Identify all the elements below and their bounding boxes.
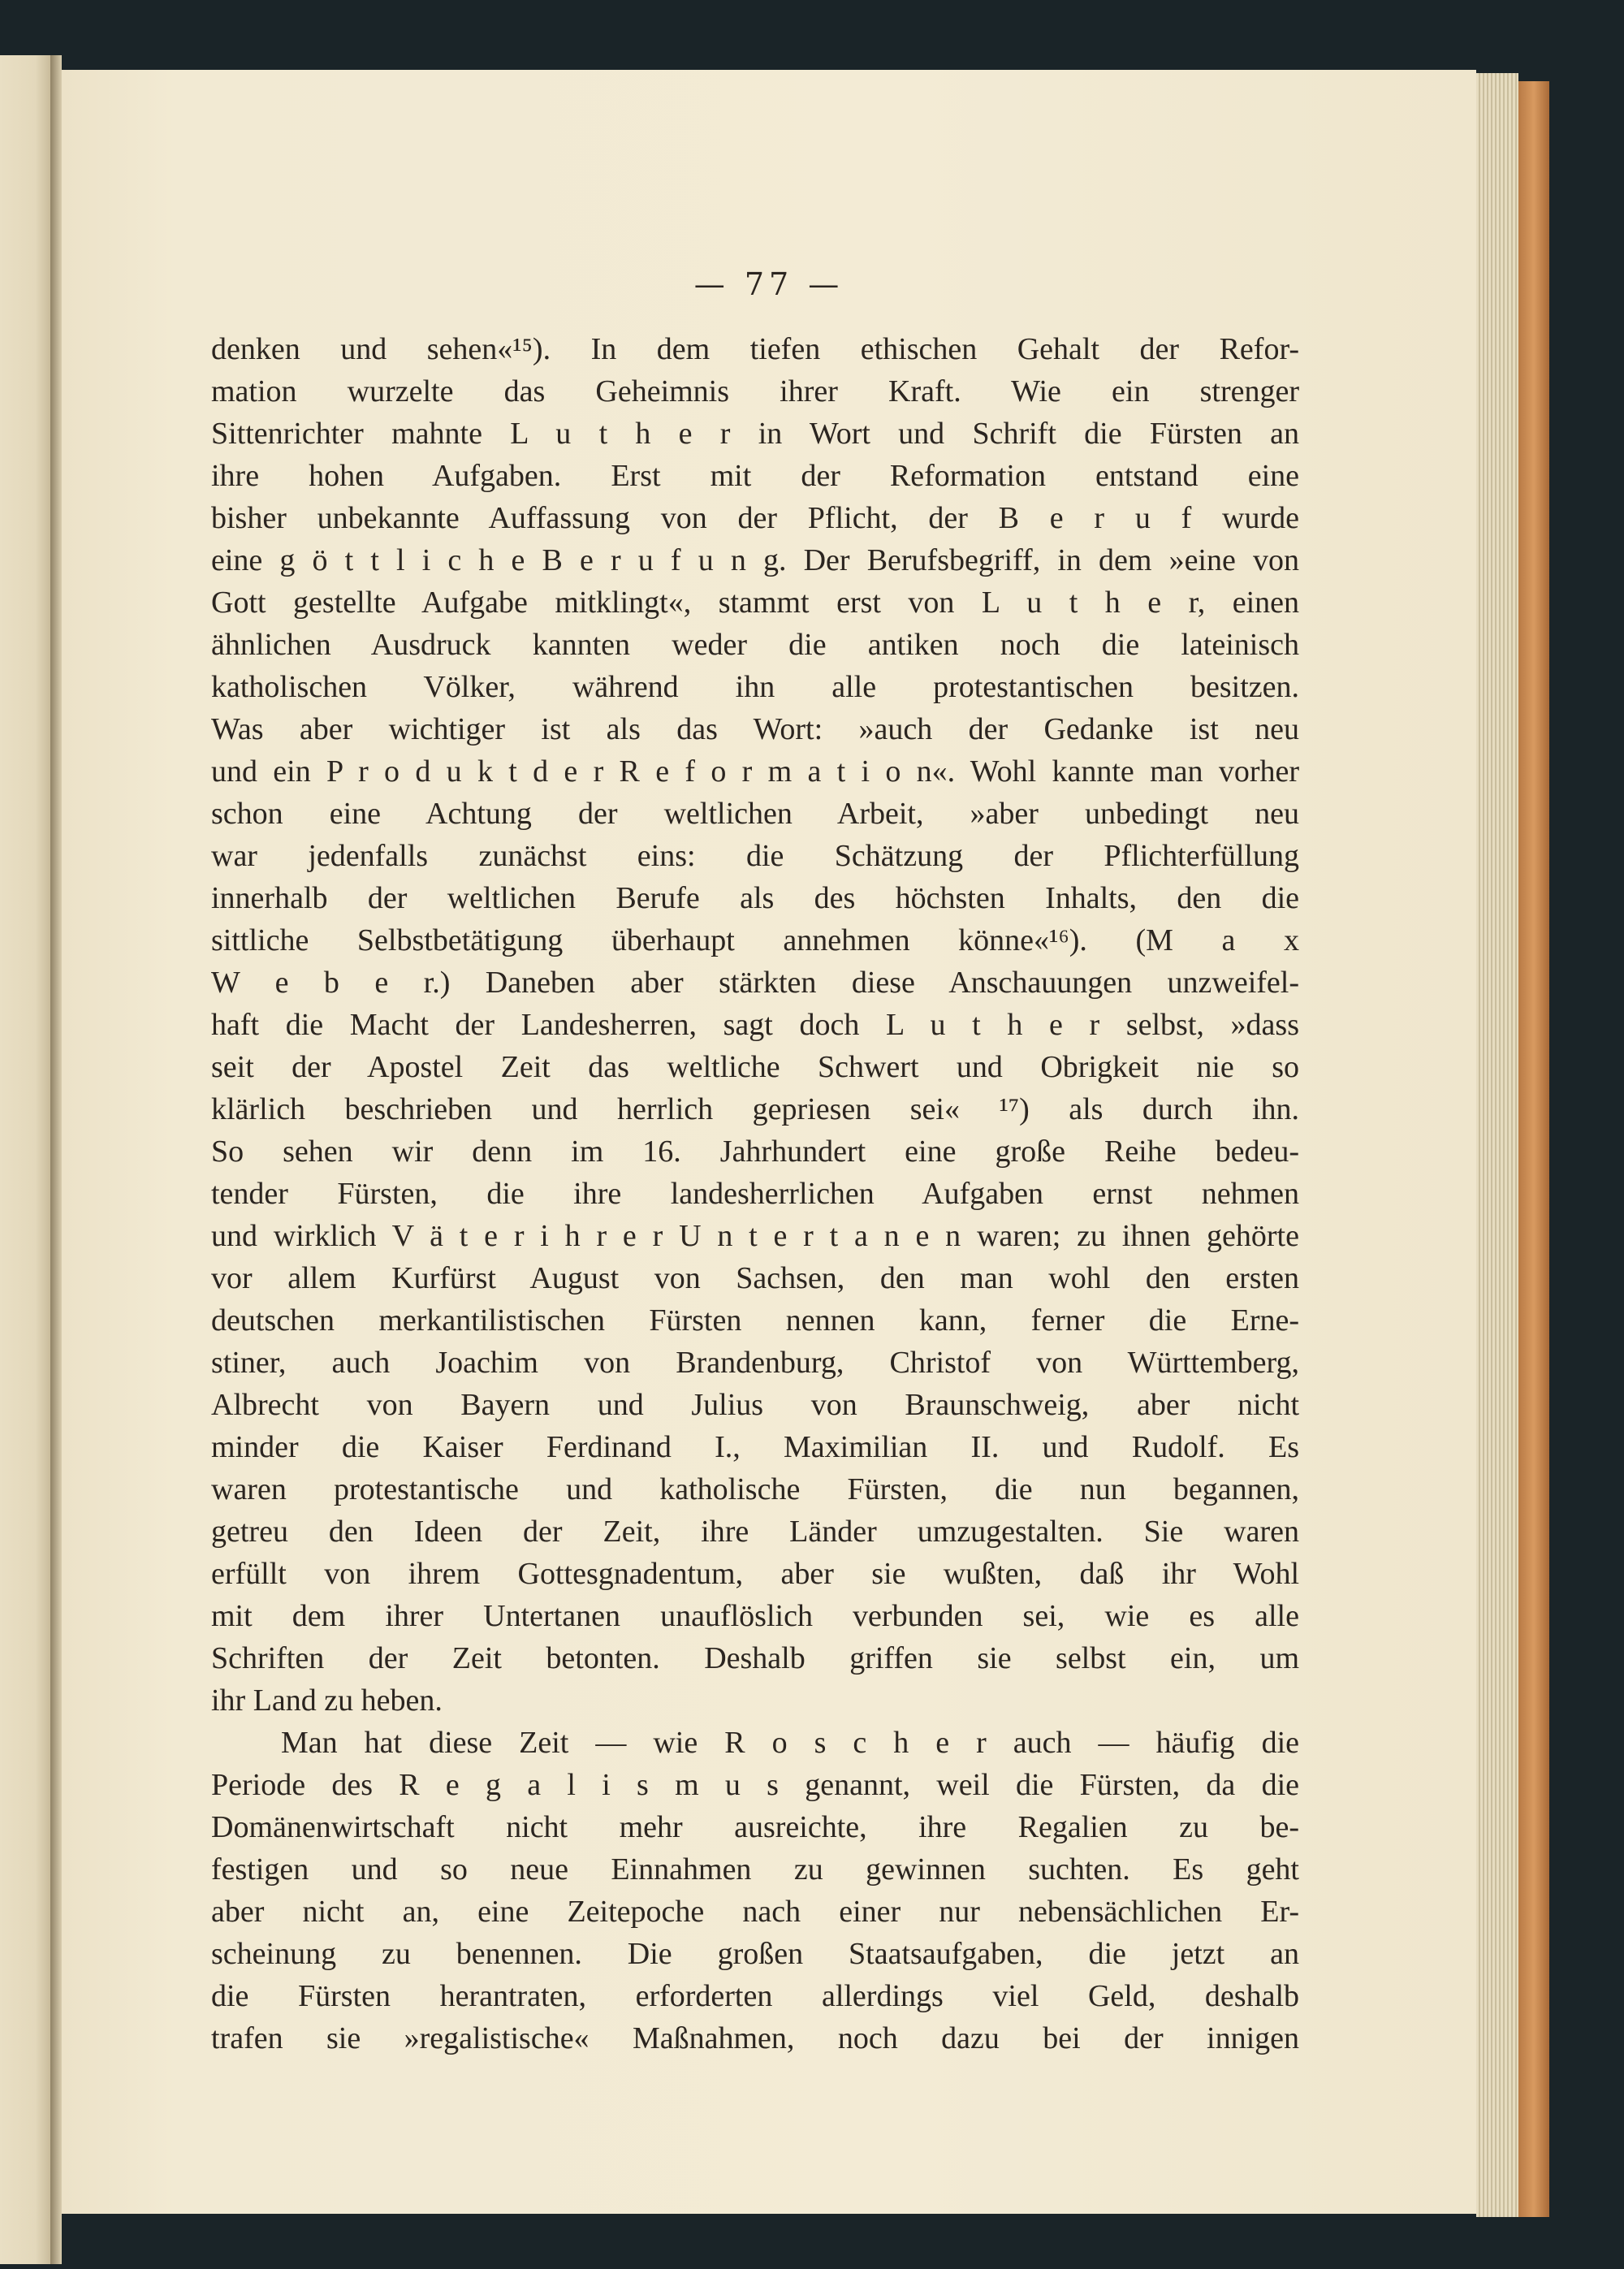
text-line: klärlich beschrieben und herrlich gepriesen sei« ¹⁷) als durch ihn. xyxy=(211,1092,1299,1126)
text-line: war jedenfalls zunächst eins: die Schätzung der Pflichterfüllung xyxy=(211,839,1299,873)
text-line: und ein P r o d u k t d e r R e f o r m a t i o n«. Wohl kannte man vorher xyxy=(211,754,1299,789)
text-line: tender Fürsten, die ihre landesherrlichen Aufgaben ernst nehmen xyxy=(211,1177,1299,1211)
text-line: bisher unbekannte Auffassung von der Pflicht, der B e r u f wurde xyxy=(211,501,1299,535)
text-line: vor allem Kurfürst August von Sachsen, den man wohl den ersten xyxy=(211,1261,1299,1295)
book-gutter xyxy=(50,55,62,2264)
text-line: getreu den Ideen der Zeit, ihre Länder umzugestalten. Sie waren xyxy=(211,1515,1299,1549)
text-line: Man hat diese Zeit — wie R o s c h e r auch — häufig die xyxy=(281,1726,1299,1760)
text-line: W e b e r.) Daneben aber stärkten diese Anschauungen unzweifel- xyxy=(211,966,1299,1000)
text-line: waren protestantische und katholische Fürsten, die nun begannen, xyxy=(211,1472,1299,1506)
text-line: die Fürsten herantraten, erforderten allerdings viel Geld, deshalb xyxy=(211,1979,1299,2013)
text-line: erfüllt von ihrem Gottesgnadentum, aber sie wußten, daß ihr Wohl xyxy=(211,1557,1299,1591)
text-line: Albrecht von Bayern und Julius von Braunschweig, aber nicht xyxy=(211,1388,1299,1422)
text-line: ähnlichen Ausdruck kannten weder die antiken noch die lateinisch xyxy=(211,628,1299,662)
text-line: Sittenrichter mahnte L u t h e r in Wort und Schrift die Fürsten an xyxy=(211,417,1299,451)
text-line: Was aber wichtiger ist als das Wort: »auch der Gedanke ist neu xyxy=(211,712,1299,746)
body-text xyxy=(211,328,1299,2059)
text-line: trafen sie »regalistische« Maßnahmen, noch dazu bei der innigen xyxy=(211,2021,1299,2055)
book-page xyxy=(62,70,1476,2214)
text-line: ihr Land zu heben. xyxy=(211,1683,443,1718)
text-line: festigen und so neue Einnahmen zu gewinnen suchten. Es geht xyxy=(211,1852,1299,1887)
page-number: — 77 — xyxy=(693,266,844,302)
text-line: denken und sehen«¹⁵). In dem tiefen ethischen Gehalt der Refor- xyxy=(211,332,1299,366)
text-line: haft die Macht der Landesherren, sagt doch L u t h e r selbst, »dass xyxy=(211,1008,1299,1042)
text-line: mation wurzelte das Geheimnis ihrer Kraft. Wie ein strenger xyxy=(211,374,1299,408)
text-line: scheinung zu benennen. Die großen Staatsaufgaben, die jetzt an xyxy=(211,1937,1299,1971)
text-line: Schriften der Zeit betonten. Deshalb griffen sie selbst ein, um xyxy=(211,1641,1299,1675)
text-line: katholischen Völker, während ihn alle protestantischen besitzen. xyxy=(211,670,1299,704)
text-line: schon eine Achtung der weltlichen Arbeit, »aber unbedingt neu xyxy=(211,797,1299,831)
page-edges xyxy=(1476,73,1518,2217)
text-line: minder die Kaiser Ferdinand I., Maximilian II. und Rudolf. Es xyxy=(211,1430,1299,1464)
text-line: seit der Apostel Zeit das weltliche Schwert und Obrigkeit nie so xyxy=(211,1050,1299,1084)
text-line: ihre hohen Aufgaben. Erst mit der Reformation entstand eine xyxy=(211,459,1299,493)
text-line: stiner, auch Joachim von Brandenburg, Christof von Württemberg, xyxy=(211,1346,1299,1380)
text-line: aber nicht an, eine Zeitepoche nach einer nur nebensächlichen Er- xyxy=(211,1895,1299,1929)
text-line: eine g ö t t l i c h e B e r u f u n g. Der Berufsbegriff, in dem »eine von xyxy=(211,543,1299,577)
text-line: Gott gestellte Aufgabe mitklingt«, stammt erst von L u t h e r, einen xyxy=(211,586,1299,620)
text-line: So sehen wir denn im 16. Jahrhundert eine große Reihe bedeu- xyxy=(211,1134,1299,1169)
book-cover-edge xyxy=(1518,81,1549,2217)
text-line: deutschen merkantilistischen Fürsten nennen kann, ferner die Erne- xyxy=(211,1303,1299,1338)
text-line: innerhalb der weltlichen Berufe als des höchsten Inhalts, den die xyxy=(211,881,1299,915)
left-page-edge xyxy=(0,55,50,2264)
text-line: und wirklich V ä t e r i h r e r U n t e r t a n e n waren; zu ihnen gehörte xyxy=(211,1219,1299,1253)
text-line: Periode des R e g a l i s m u s genannt, weil die Fürsten, da die xyxy=(211,1768,1299,1802)
text-line: sittliche Selbstbetätigung überhaupt annehmen könne«¹⁶). (M a x xyxy=(211,923,1299,957)
text-line: mit dem ihrer Untertanen unauflöslich verbunden sei, wie es alle xyxy=(211,1599,1299,1633)
text-line: Domänenwirtschaft nicht mehr ausreichte, ihre Regalien zu be- xyxy=(211,1810,1299,1844)
